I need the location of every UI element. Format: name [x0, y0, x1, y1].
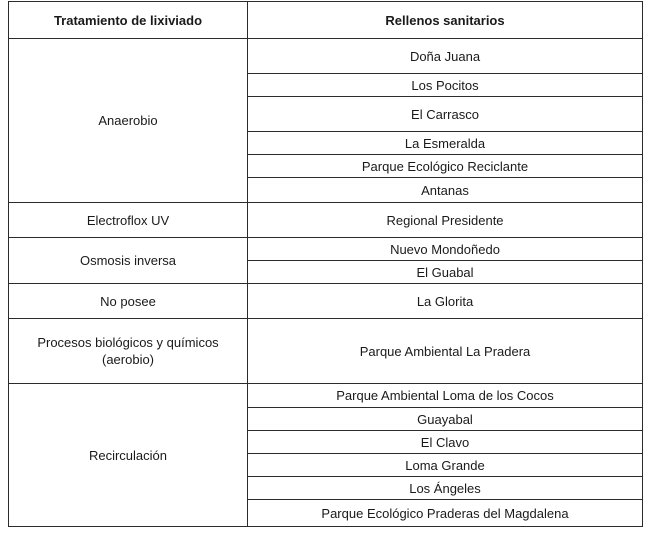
treatment-cell-recirculacion: Recirculación [9, 384, 248, 527]
treatment-cell-procesos: Procesos biológicos y químicos (aerobio) [9, 319, 248, 384]
landfill-cell: Parque Ecológico Praderas del Magdalena [248, 500, 643, 527]
treatment-cell-anaerobio: Anaerobio [9, 39, 248, 203]
landfill-cell: Parque Ambiental Loma de los Cocos [248, 384, 643, 408]
leachate-treatment-table [8, 1, 643, 527]
landfill-cell: Los Pocitos [248, 74, 643, 97]
landfill-cell: La Glorita [248, 284, 643, 319]
landfill-cell: Parque Ambiental La Pradera [248, 319, 643, 384]
landfill-cell: Nuevo Mondoñedo [248, 238, 643, 261]
landfill-cell: Loma Grande [248, 454, 643, 477]
landfill-cell: Parque Ecológico Reciclante [248, 155, 643, 178]
landfill-cell: Doña Juana [248, 39, 643, 74]
treatment-cell-osmosis: Osmosis inversa [9, 238, 248, 284]
landfill-cell: El Clavo [248, 431, 643, 454]
landfill-cell: El Guabal [248, 261, 643, 284]
landfill-cell: Regional Presidente [248, 203, 643, 238]
treatment-cell-no-posee: No posee [9, 284, 248, 319]
header-treatment: Tratamiento de lixiviado [9, 2, 248, 39]
landfill-cell: La Esmeralda [248, 132, 643, 155]
landfill-cell: Los Ángeles [248, 477, 643, 500]
header-landfills: Rellenos sanitarios [248, 2, 643, 39]
landfill-cell: Guayabal [248, 408, 643, 431]
treatment-cell-electroflox: Electroflox UV [9, 203, 248, 238]
landfill-cell: Antanas [248, 178, 643, 203]
landfill-cell: El Carrasco [248, 97, 643, 132]
